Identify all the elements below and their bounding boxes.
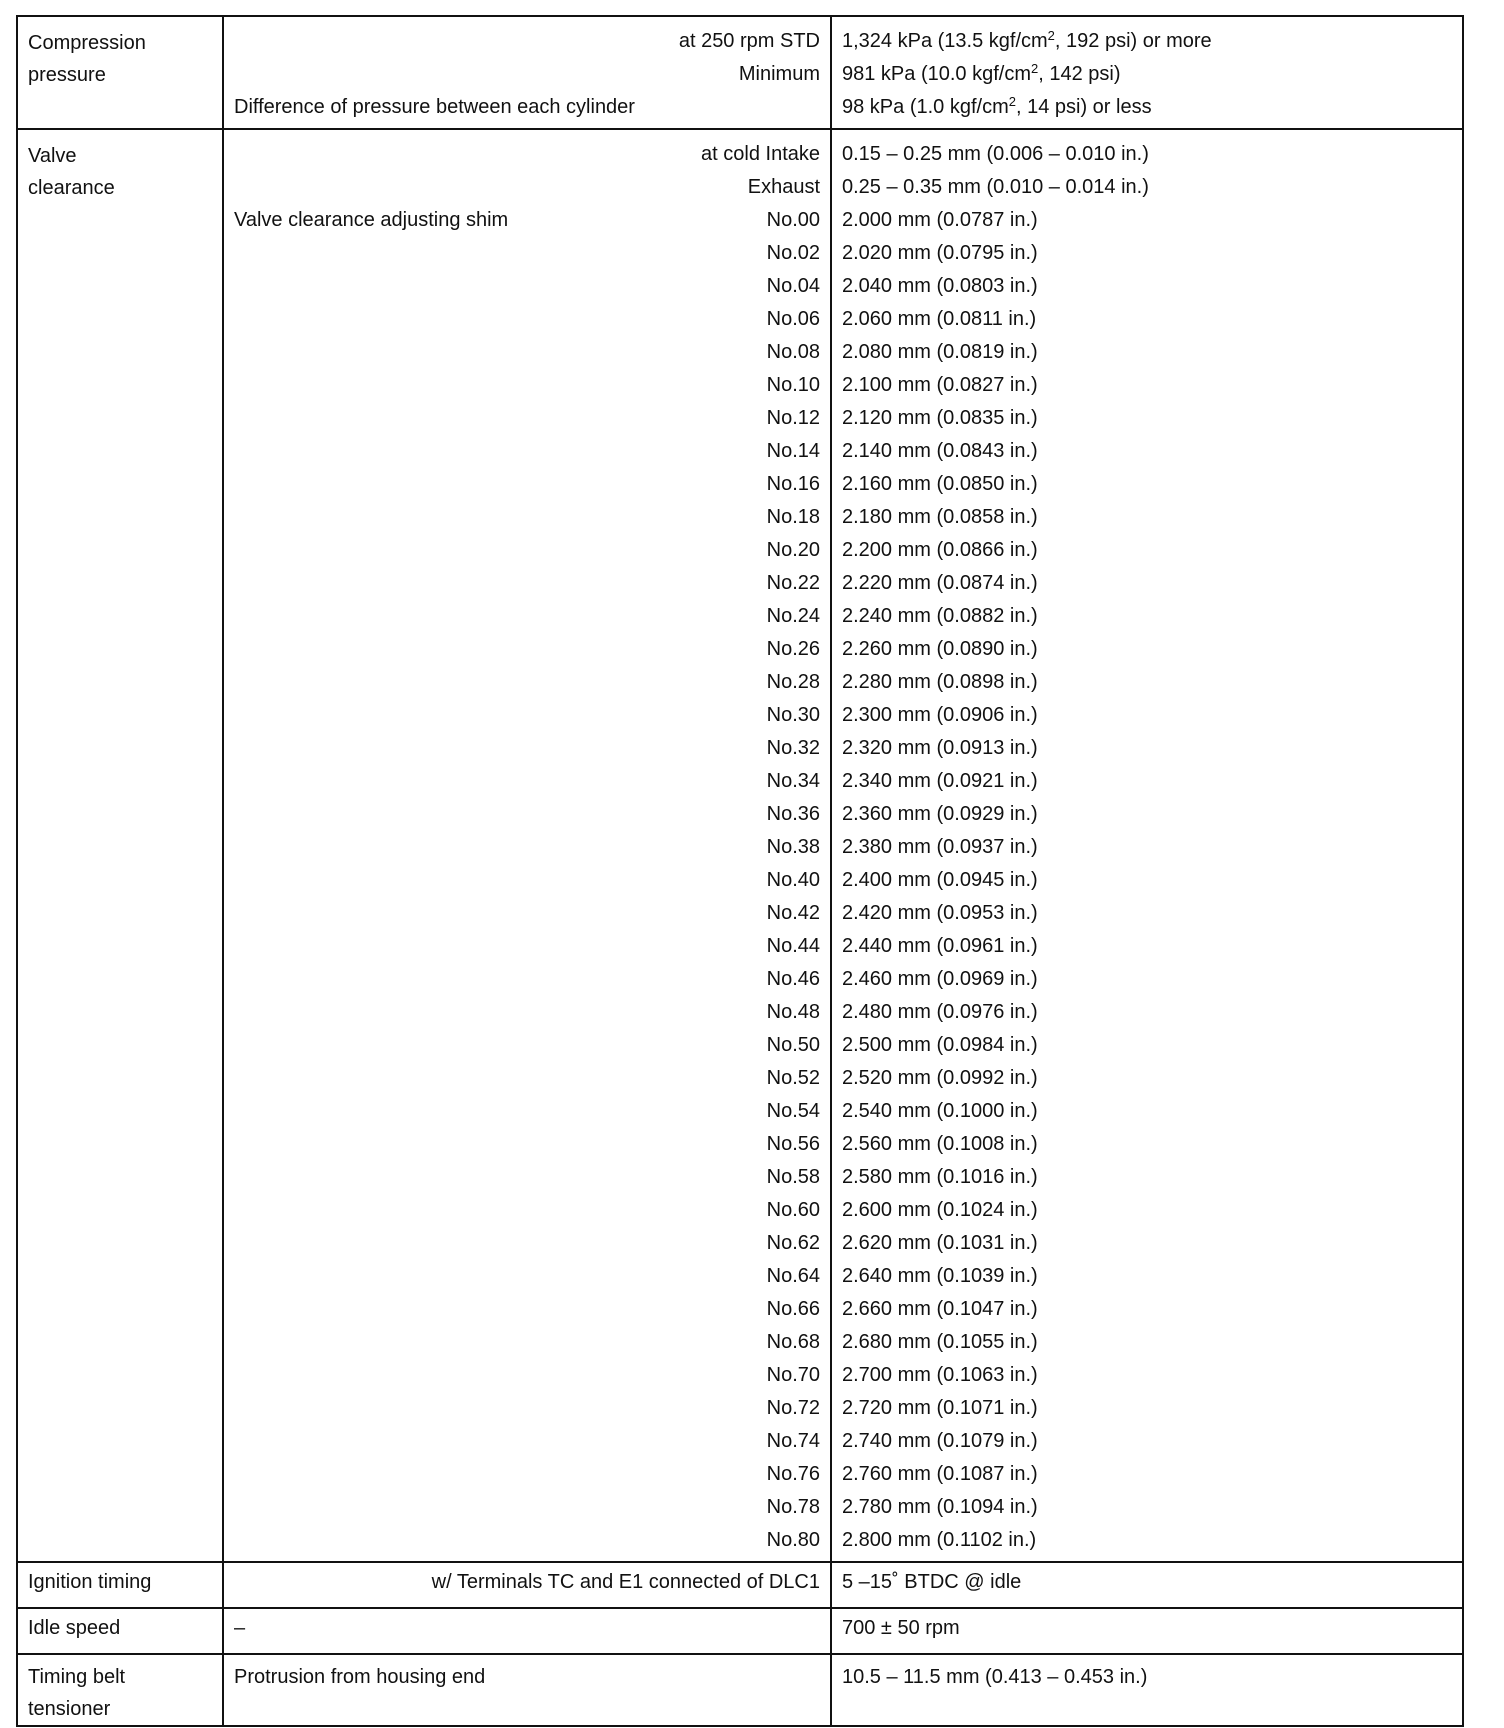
shim-thickness-value: 2.180 mm (0.0858 in.) bbox=[842, 506, 1038, 528]
valve-label-cell bbox=[17, 129, 223, 1562]
compression-diff-value: 98 kPa (1.0 kgf/$cm^2$, 14 psi) or less bbox=[842, 94, 1152, 118]
shim-number: No.40 bbox=[766, 869, 820, 891]
compression-label-cell bbox=[17, 16, 223, 129]
shim-row-condition bbox=[224, 336, 830, 369]
shim-number: No.72 bbox=[766, 1397, 820, 1419]
shim-number: No.36 bbox=[766, 803, 820, 825]
shim-number: No.48 bbox=[766, 1001, 820, 1023]
shim-number: No.62 bbox=[766, 1232, 820, 1254]
shim-row-condition bbox=[224, 996, 830, 1029]
shim-thickness-value: 2.260 mm (0.0890 in.) bbox=[842, 638, 1038, 660]
shim-number: No.60 bbox=[766, 1199, 820, 1221]
shim-thickness-value: 2.400 mm (0.0945 in.) bbox=[842, 869, 1038, 891]
shim-row-condition bbox=[224, 1326, 830, 1359]
shim-thickness-value: 2.100 mm (0.0827 in.) bbox=[842, 374, 1038, 396]
shim-row-condition bbox=[224, 369, 830, 402]
shim-number: No.10 bbox=[766, 374, 820, 396]
compression-min-value: 981 kPa (10.0 kgf/$cm^2$, 142 psi) bbox=[842, 61, 1121, 85]
shim-thickness-value: 2.440 mm (0.0961 in.) bbox=[842, 935, 1038, 957]
shim-row-condition bbox=[224, 1293, 830, 1326]
shim-number: No.38 bbox=[766, 836, 820, 858]
shim-number: No.54 bbox=[766, 1100, 820, 1122]
shim-row-condition bbox=[224, 1128, 830, 1161]
shim-number: No.56 bbox=[766, 1133, 820, 1155]
shim-row-condition bbox=[224, 1227, 830, 1260]
shim-number: No.08 bbox=[766, 341, 820, 363]
shim-row-condition bbox=[224, 534, 830, 567]
shim-row-condition bbox=[224, 1062, 830, 1095]
shim-thickness-value: 2.700 mm (0.1063 in.) bbox=[842, 1364, 1038, 1386]
shim-thickness-value: 2.160 mm (0.0850 in.) bbox=[842, 473, 1038, 495]
shim-thickness-value: 2.380 mm (0.0937 in.) bbox=[842, 836, 1038, 858]
row-idle-speed bbox=[17, 1608, 1463, 1654]
shim-row-condition bbox=[224, 897, 830, 930]
shim-row-condition bbox=[224, 864, 830, 897]
compression-condition-cell bbox=[223, 16, 831, 129]
shim-row-condition bbox=[224, 1392, 830, 1425]
shim-thickness-value: 2.500 mm (0.0984 in.) bbox=[842, 1034, 1038, 1056]
shim-thickness-value: 2.000 mm (0.0787 in.) bbox=[842, 209, 1038, 231]
compression-min-condition: Minimum bbox=[738, 63, 820, 85]
shim-number: No.14 bbox=[766, 440, 820, 462]
shim-number: No.18 bbox=[766, 506, 820, 528]
shim-number: No.34 bbox=[766, 770, 820, 792]
ignition-value-cell bbox=[831, 1562, 1463, 1608]
idle-value: 700 ± 50 rpm bbox=[842, 1617, 960, 1639]
shim-number: No.78 bbox=[766, 1496, 820, 1518]
shim-number: No.16 bbox=[766, 473, 820, 495]
belt-label-line1: Timing belt bbox=[28, 1666, 126, 1688]
idle-label: Idle speed bbox=[28, 1617, 121, 1639]
valve-intake-value: 0.15 – 0.25 mm (0.006 – 0.010 in.) bbox=[842, 143, 1149, 165]
shim-thickness-value: 2.200 mm (0.0866 in.) bbox=[842, 539, 1038, 561]
ignition-label: Ignition timing bbox=[28, 1571, 152, 1593]
shim-number: No.32 bbox=[766, 737, 820, 759]
shim-number: No.70 bbox=[766, 1364, 820, 1386]
valve-value-cell bbox=[831, 129, 1463, 1562]
valve-condition-cell bbox=[223, 129, 831, 1562]
belt-condition: Protrusion from housing end bbox=[234, 1666, 486, 1688]
shim-thickness-value: 2.720 mm (0.1071 in.) bbox=[842, 1397, 1038, 1419]
row-compression-pressure bbox=[17, 16, 1463, 129]
shim-row-condition bbox=[224, 468, 830, 501]
valve-label-line2: clearance bbox=[28, 177, 115, 199]
shim-thickness-value: 2.280 mm (0.0898 in.) bbox=[842, 671, 1038, 693]
shim-row-condition bbox=[224, 1095, 830, 1128]
ignition-condition-cell bbox=[223, 1562, 831, 1608]
shim-thickness-value: 2.140 mm (0.0843 in.) bbox=[842, 440, 1038, 462]
shim-thickness-value: 2.300 mm (0.0906 in.) bbox=[842, 704, 1038, 726]
shim-thickness-value: 2.580 mm (0.1016 in.) bbox=[842, 1166, 1038, 1188]
shim-number: No.58 bbox=[766, 1166, 820, 1188]
valve-label-line1: Valve bbox=[28, 145, 77, 167]
compression-diff-condition: Difference of pressure between each cylinder bbox=[234, 96, 635, 118]
valve-exhaust-value: 0.25 – 0.35 mm (0.010 – 0.014 in.) bbox=[842, 176, 1149, 198]
shim-row-condition bbox=[224, 435, 830, 468]
shim-row-condition bbox=[224, 963, 830, 996]
shim-thickness-value: 2.320 mm (0.0913 in.) bbox=[842, 737, 1038, 759]
shim-number: No.20 bbox=[766, 539, 820, 561]
shim-row-condition bbox=[224, 1458, 830, 1491]
shim-thickness-value: 2.560 mm (0.1008 in.) bbox=[842, 1133, 1038, 1155]
ignition-label-cell bbox=[17, 1562, 223, 1608]
shim-thickness-value: 2.520 mm (0.0992 in.) bbox=[842, 1067, 1038, 1089]
belt-value: 10.5 – 11.5 mm (0.413 – 0.453 in.) bbox=[842, 1666, 1148, 1688]
shim-number: No.30 bbox=[766, 704, 820, 726]
shim-thickness-value: 2.680 mm (0.1055 in.) bbox=[842, 1331, 1038, 1353]
idle-value-cell bbox=[831, 1608, 1463, 1654]
shim-thickness-value: 2.060 mm (0.0811 in.) bbox=[842, 308, 1037, 330]
row-ignition-timing bbox=[17, 1562, 1463, 1608]
shim-thickness-value: 2.420 mm (0.0953 in.) bbox=[842, 902, 1038, 924]
shim-row-condition bbox=[224, 1359, 830, 1392]
shim-number: No.06 bbox=[766, 308, 820, 330]
shim-number: No.28 bbox=[766, 671, 820, 693]
shim-row-condition bbox=[224, 831, 830, 864]
shim-row-condition bbox=[224, 798, 830, 831]
shim-row-condition bbox=[224, 204, 830, 237]
valve-exhaust-condition: Exhaust bbox=[747, 176, 820, 198]
shim-thickness-value: 2.360 mm (0.0929 in.) bbox=[842, 803, 1038, 825]
shim-row-condition bbox=[224, 765, 830, 798]
shim-number: No.44 bbox=[766, 935, 820, 957]
shim-row-condition bbox=[224, 567, 830, 600]
shim-number: No.02 bbox=[766, 242, 820, 264]
shim-thickness-value: 2.780 mm (0.1094 in.) bbox=[842, 1496, 1038, 1518]
shim-number: No.66 bbox=[766, 1298, 820, 1320]
belt-label-cell bbox=[17, 1654, 223, 1726]
shim-number: No.00 bbox=[766, 209, 820, 231]
shim-row-condition bbox=[224, 270, 830, 303]
row-valve-clearance bbox=[17, 129, 1463, 1562]
shim-thickness-value: 2.480 mm (0.0976 in.) bbox=[842, 1001, 1038, 1023]
shim-number: No.64 bbox=[766, 1265, 820, 1287]
shim-number: No.04 bbox=[766, 275, 820, 297]
shim-thickness-value: 2.040 mm (0.0803 in.) bbox=[842, 275, 1038, 297]
shim-row-condition bbox=[224, 666, 830, 699]
shim-thickness-value: 2.800 mm (0.1102 in.) bbox=[842, 1529, 1037, 1551]
ignition-value: 5 –15˚ BTDC @ idle bbox=[842, 1571, 1022, 1593]
shim-thickness-value: 2.600 mm (0.1024 in.) bbox=[842, 1199, 1038, 1221]
spec-table bbox=[16, 15, 1464, 1727]
shim-row-condition bbox=[224, 237, 830, 270]
belt-value-cell bbox=[831, 1654, 1463, 1726]
shim-thickness-value: 2.620 mm (0.1031 in.) bbox=[842, 1232, 1038, 1254]
shim-thickness-value: 2.460 mm (0.0969 in.) bbox=[842, 968, 1038, 990]
ignition-condition: w/ Terminals TC and E1 connected of DLC1 bbox=[431, 1571, 820, 1593]
shim-row-condition bbox=[224, 1029, 830, 1062]
shim-row-condition bbox=[224, 1161, 830, 1194]
belt-condition-cell bbox=[223, 1654, 831, 1726]
idle-label-cell bbox=[17, 1608, 223, 1654]
idle-condition-cell bbox=[223, 1608, 831, 1654]
shim-number: No.42 bbox=[766, 902, 820, 924]
row-timing-belt-tensioner bbox=[17, 1654, 1463, 1726]
shim-row-condition bbox=[224, 402, 830, 435]
shim-number: No.76 bbox=[766, 1463, 820, 1485]
shim-number: No.74 bbox=[766, 1430, 820, 1452]
shim-row-condition bbox=[224, 1194, 830, 1227]
shim-number: No.22 bbox=[766, 572, 820, 594]
shim-number: No.80 bbox=[766, 1529, 820, 1551]
shim-row-condition bbox=[224, 501, 830, 534]
idle-condition: – bbox=[234, 1617, 246, 1639]
shim-thickness-value: 2.120 mm (0.0835 in.) bbox=[842, 407, 1038, 429]
compression-label-line1: Compression bbox=[28, 32, 146, 54]
compression-std-condition: at 250 rpm STD bbox=[678, 30, 820, 52]
shim-row-condition bbox=[224, 1524, 830, 1557]
shim-thickness-value: 2.640 mm (0.1039 in.) bbox=[842, 1265, 1038, 1287]
shim-thickness-value: 2.080 mm (0.0819 in.) bbox=[842, 341, 1038, 363]
shim-number: No.12 bbox=[766, 407, 820, 429]
shim-number: No.24 bbox=[766, 605, 820, 627]
shim-row-condition bbox=[224, 930, 830, 963]
shim-row-condition bbox=[224, 303, 830, 336]
compression-value-cell bbox=[831, 16, 1463, 129]
shim-number: No.26 bbox=[766, 638, 820, 660]
valve-intake-condition: at cold Intake bbox=[701, 143, 820, 165]
shim-thickness-value: 2.660 mm (0.1047 in.) bbox=[842, 1298, 1038, 1320]
compression-label-line2: pressure bbox=[28, 64, 106, 86]
shim-number: No.52 bbox=[766, 1067, 820, 1089]
belt-label-line2: tensioner bbox=[28, 1698, 111, 1720]
shim-number: No.46 bbox=[766, 968, 820, 990]
compression-std-value: 1,324 kPa (13.5 kgf/$cm^2$, 192 psi) or more bbox=[842, 28, 1212, 52]
shim-thickness-value: 2.340 mm (0.0921 in.) bbox=[842, 770, 1038, 792]
shim-thickness-value: 2.540 mm (0.1000 in.) bbox=[842, 1100, 1038, 1122]
shim-row-condition bbox=[224, 633, 830, 666]
shim-thickness-value: 2.220 mm (0.0874 in.) bbox=[842, 572, 1038, 594]
shim-row-condition bbox=[224, 1260, 830, 1293]
shim-row-condition bbox=[224, 600, 830, 633]
shim-thickness-value: 2.240 mm (0.0882 in.) bbox=[842, 605, 1038, 627]
shim-row-condition bbox=[224, 1491, 830, 1524]
shim-row-condition bbox=[224, 1425, 830, 1458]
shim-thickness-value: 2.760 mm (0.1087 in.) bbox=[842, 1463, 1038, 1485]
shim-thickness-value: 2.740 mm (0.1079 in.) bbox=[842, 1430, 1038, 1452]
shim-row-condition bbox=[224, 699, 830, 732]
shim-thickness-value: 2.020 mm (0.0795 in.) bbox=[842, 242, 1038, 264]
shim-number: No.50 bbox=[766, 1034, 820, 1056]
shim-row-condition bbox=[224, 732, 830, 765]
shim-label: Valve clearance adjusting shim bbox=[234, 209, 509, 231]
shim-number: No.68 bbox=[766, 1331, 820, 1353]
